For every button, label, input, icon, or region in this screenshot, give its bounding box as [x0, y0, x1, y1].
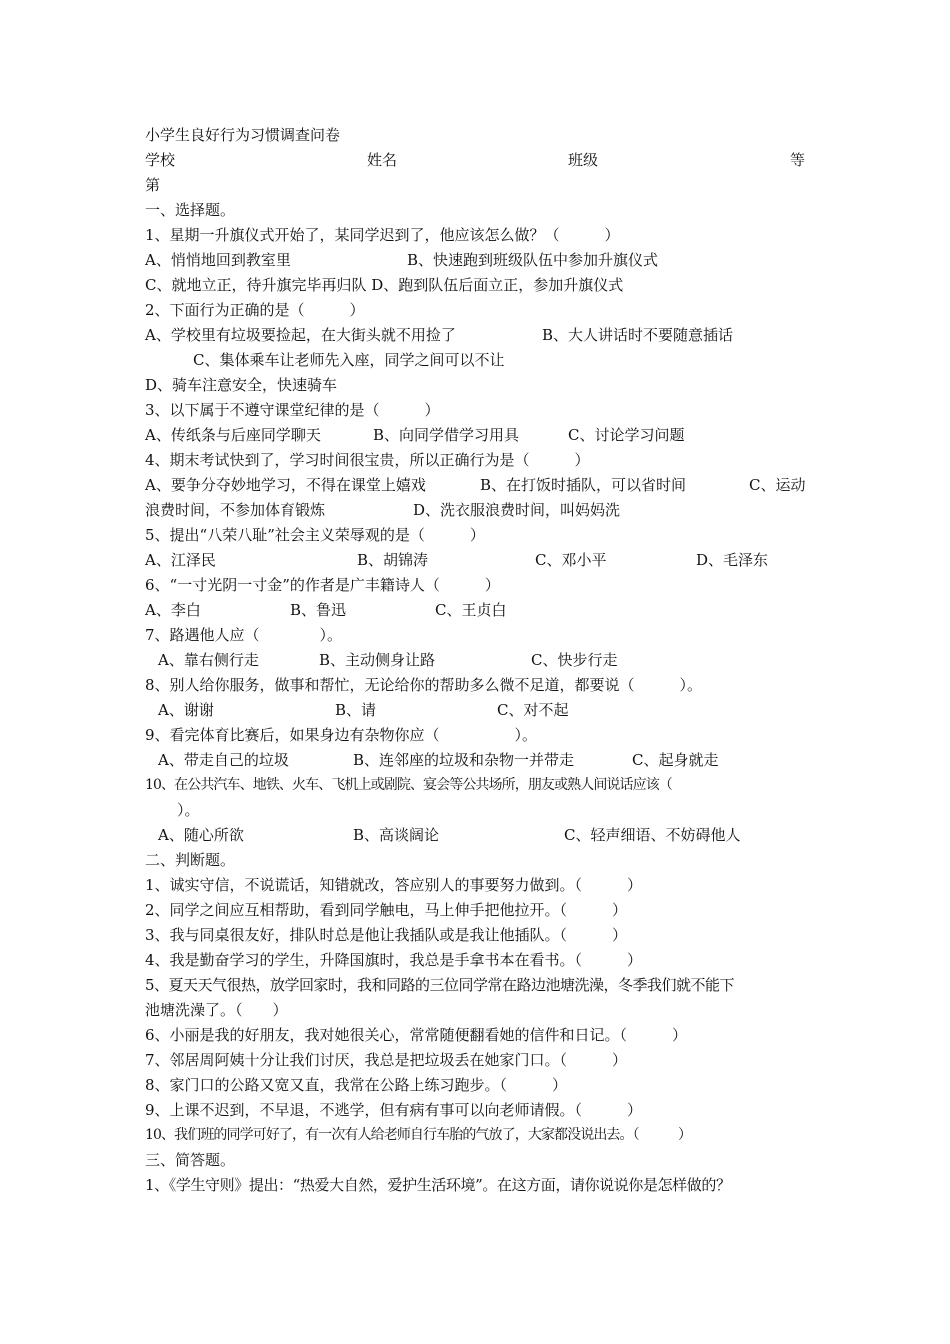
judgement-item: 4、我是勤奋学习的学生，升降国旗时，我总是手拿书本在看书。（ ） — [145, 951, 643, 969]
option: A、学校里有垃圾要捡起，在大街头就不用捡了 — [145, 326, 456, 344]
question-stem: 5、提出“八荣八耻”社会主义荣辱观的是（ ） — [145, 526, 485, 544]
option: A、靠右侧行走 — [158, 651, 259, 669]
option: B、连邻座的垃圾和杂物一并带走 — [353, 751, 575, 769]
question-stem-cont: ）。 — [177, 801, 200, 819]
option: C、轻声细语、不妨碍他人 — [564, 826, 741, 844]
judgement-item-cont: 池塘洗澡了。（ ） — [145, 1001, 288, 1019]
page-title: 小学生良好行为习惯调查问卷 — [145, 126, 341, 144]
option: A、李白 — [145, 601, 201, 619]
option: B、在打饭时插队，可以省时间 — [480, 476, 687, 494]
option: B、快速跑到班级队伍中参加升旗仪式 — [407, 251, 659, 269]
option-line: D、骑车注意安全，快速骑车 — [145, 376, 338, 394]
judgement-item: 6、小丽是我的好朋友，我对她很关心，常常随便翻看她的信件和日记。（ ） — [145, 1026, 688, 1044]
judgement-item: 5、夏天天气很热，放学回家时，我和同路的三位同学常在路边池塘洗澡，冬季我们就不能下 — [145, 976, 735, 994]
question-stem: 10、在公共汽车、地铁、火车、飞机上或剧院、宴会等公共场所，朋友或熟人间说话应该（ — [145, 777, 672, 793]
option: A、谢谢 — [158, 701, 214, 719]
short-answer-question: 1、《学生守则》提出：“热爱大自然，爱护生活环境”。在这方面，请你说说你是怎样做的？ — [145, 1176, 731, 1194]
question-stem: 7、路遇他人应（ ）。 — [145, 626, 343, 644]
question-stem: 8、别人给你服务，做事和帮忙，无论给你的帮助多么微不足道，都要说（ ）。 — [145, 676, 703, 694]
name-label: 姓名 — [367, 151, 398, 169]
section-heading: 一、选择题。 — [145, 201, 236, 219]
judgement-item: 9、上课不迟到，不早退，不逃学，但有病有事可以向老师请假。（ ） — [145, 1101, 643, 1119]
option-line: C、集体乘车让老师先入座，同学之间可以不让 — [193, 351, 505, 369]
option: B、向同学借学习用具 — [373, 426, 520, 444]
option: B、请 — [335, 701, 377, 719]
option: D、洗衣服浪费时间，叫妈妈洗 — [413, 501, 621, 519]
option: A、传纸条与后座同学聊天 — [145, 426, 321, 444]
question-stem: 9、看完体育比赛后，如果身边有杂物你应（ ）。 — [145, 726, 538, 744]
question-stem: 6、“一寸光阴一寸金”的作者是广丰籍诗人（ ） — [145, 576, 500, 594]
judgement-item: 3、我与同桌很友好，排队时总是他让我插队或是我让他插队。（ ） — [145, 926, 628, 944]
grade-label: 等 — [790, 151, 806, 169]
question-stem: 1、星期一升旗仪式开始了，某同学迟到了，他应该怎么做？（ ） — [145, 226, 620, 244]
option: C、快步行走 — [531, 651, 618, 669]
option: B、胡锦涛 — [357, 551, 429, 569]
option: B、高谈阔论 — [353, 826, 440, 844]
section-heading: 二、判断题。 — [145, 851, 236, 869]
option: A、随心所欲 — [158, 826, 244, 844]
option: B、大人讲话时不要随意插话 — [542, 326, 734, 344]
option-cont: 浪费时间，不参加体育锻炼 — [145, 501, 326, 519]
option: B、主动侧身让路 — [319, 651, 436, 669]
question-stem: 3、以下属于不遵守课堂纪律的是（ ） — [145, 401, 440, 419]
judgement-item: 2、同学之间应互相帮助，看到同学触电，马上伸手把他拉开。（ ） — [145, 901, 628, 919]
grade-label-cont: 第 — [145, 176, 161, 194]
option: A、要争分夺妙地学习，不得在课堂上嬉戏 — [145, 476, 426, 494]
option: C、对不起 — [497, 701, 569, 719]
option: A、江泽民 — [145, 551, 216, 569]
school-label: 学校 — [145, 151, 176, 169]
class-label: 班级 — [568, 151, 599, 169]
question-stem: 4、期末考试快到了，学习时间很宝贵，所以正确行为是（ ） — [145, 451, 590, 469]
section-heading: 三、简答题。 — [145, 1151, 236, 1169]
option: B、鲁迅 — [290, 601, 347, 619]
option: C、邓小平 — [535, 551, 607, 569]
question-stem: 2、下面行为正确的是（ ） — [145, 301, 365, 319]
judgement-item: 7、邻居周阿姨十分让我们讨厌，我总是把垃圾丢在她家门口。（ ） — [145, 1051, 628, 1069]
option: A、悄悄地回到教室里 — [145, 251, 291, 269]
option: C、王贞白 — [435, 601, 507, 619]
option: C、运动 — [749, 476, 806, 494]
option: C、讨论学习问题 — [568, 426, 685, 444]
option: D、毛泽东 — [696, 551, 769, 569]
judgement-item: 8、家门口的公路又宽又直，我常在公路上练习跑步。（ ） — [145, 1076, 568, 1094]
option: C、起身就走 — [632, 751, 719, 769]
judgement-item: 1、诚实守信，不说谎话，知错就改，答应别人的事要努力做到。（ ） — [145, 876, 643, 894]
option-line: C、就地立正，待升旗完毕再归队 D、跑到队伍后面立正，参加升旗仪式 — [145, 276, 624, 294]
option: A、带走自己的垃圾 — [158, 751, 289, 769]
option-line — [145, 473, 810, 497]
judgement-item: 10、我们班的同学可好了，有一次有人给老师自行车胎的气放了，大家都没说出去。（ ） — [145, 1127, 692, 1143]
info-line — [145, 148, 810, 172]
